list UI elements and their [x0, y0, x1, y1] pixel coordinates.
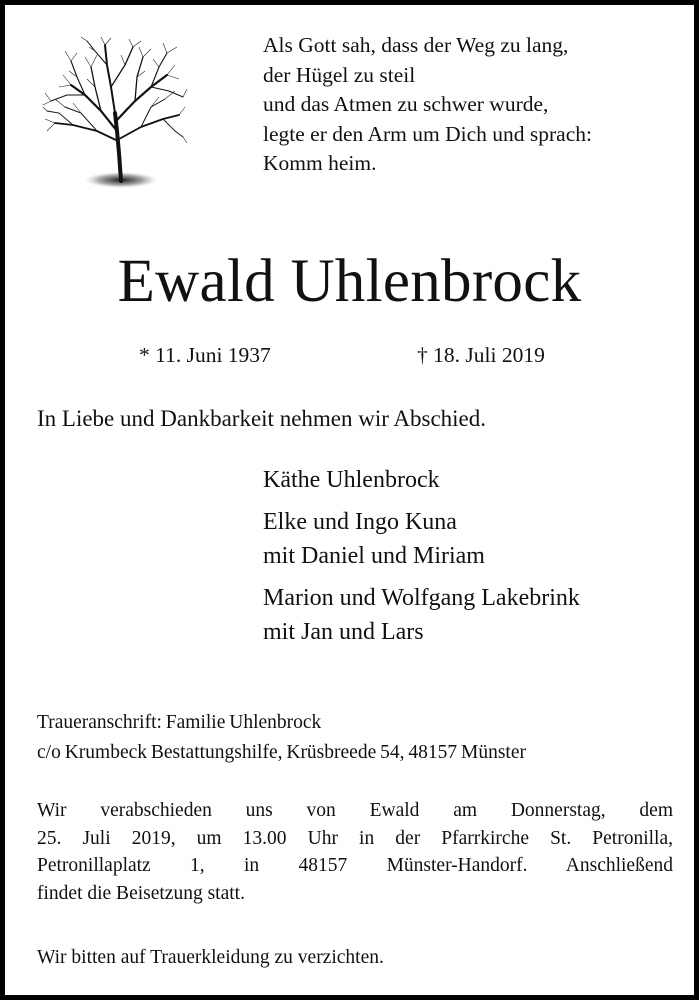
mourner-line: Elke und Ingo Kuna: [263, 509, 457, 535]
ceremony-line: findet die Beisetzung statt.: [37, 882, 245, 904]
mourner-line: Käthe Uhlenbrock: [263, 467, 440, 493]
death-date: † 18. Juli 2019: [417, 343, 545, 367]
mourner-line: Marion und Wolfgang Lakebrink: [263, 585, 580, 611]
poem-line: der Hügel zu steil: [263, 62, 416, 87]
ceremony-line: Wir verabschieden uns von Ewald am Donnerstag, dem: [37, 800, 673, 821]
mourner-group: [263, 581, 683, 649]
deceased-name: Ewald Uhlenbrock: [117, 248, 582, 315]
mourner-line: mit Jan und Lars: [263, 619, 424, 645]
address-line: c/o Krumbeck Bestattungshilfe, Krüsbreede 54, 48157 Münster: [37, 742, 526, 763]
address-line: Traueranschrift: Familie Uhlenbrock: [37, 712, 322, 733]
poem-line: legte er den Arm um Dich und sprach:: [263, 121, 592, 146]
farewell-statement: In Liebe und Dankbarkeit nehmen wir Abschied.: [37, 406, 487, 431]
dress-code-note: Wir bitten auf Trauerkleidung zu verzichten.: [37, 947, 384, 968]
ceremony-line: 25. Juli 2019, um 13.00 Uhr in der Pfarrkirche St. Petronilla,: [37, 827, 673, 849]
birth-date: * 11. Juni 1937: [139, 343, 271, 367]
mourner-group: [263, 505, 683, 573]
mourning-address: [37, 708, 677, 768]
poem-line: Als Gott sah, dass der Weg zu lang,: [263, 33, 569, 57]
mourners-list: [263, 463, 683, 657]
mourner-line: mit Daniel und Miriam: [263, 543, 485, 569]
ceremony-info: [37, 797, 673, 907]
ceremony-line: Petronillaplatz 1, in 48157 Münster-Handorf. Anschließend: [37, 855, 673, 876]
tree-icon: [41, 35, 187, 193]
poem: [263, 31, 683, 179]
poem-line: und das Atmen zu schwer wurde,: [263, 92, 549, 116]
poem-line: Komm heim.: [263, 151, 377, 175]
mourner-group: [263, 463, 683, 497]
